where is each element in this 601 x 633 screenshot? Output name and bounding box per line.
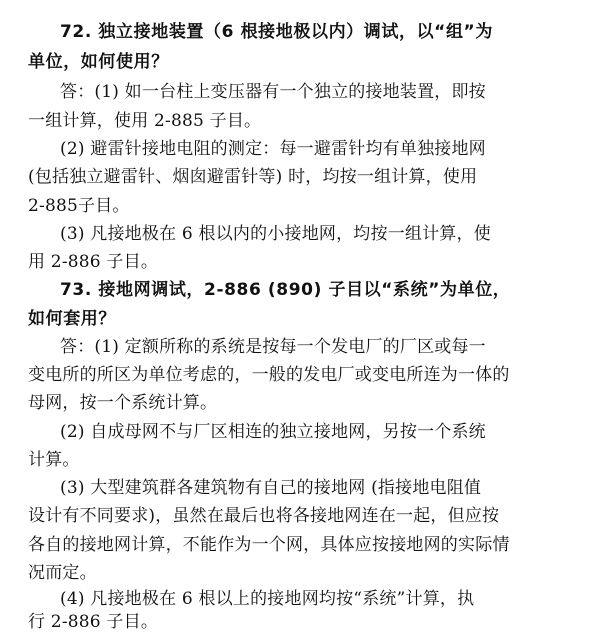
answer-72-para1-line2: 一组计算，使用 2-885 子目。 bbox=[28, 111, 262, 131]
answer-72-para2-line3: 2-885子目。 bbox=[28, 196, 130, 216]
answer-72-para1-line1: 答：(1) 如一台柱上变压器有一个独立的接地装置，即按 bbox=[60, 82, 486, 102]
answer-72-para3-line2: 用 2-886 子目。 bbox=[28, 252, 159, 272]
answer-73-para2-line1: (2) 自成母网不与厂区相连的独立接地网，另按一个系统 bbox=[60, 422, 486, 442]
answer-73-para3-line3: 各自的接地网计算，不能作为一个网，具体应按接地网的实际情 bbox=[28, 535, 510, 555]
question-73-title-line2: 如何套用？ bbox=[28, 309, 116, 329]
answer-73-para1-line3: 母网，按一个系统计算。 bbox=[28, 393, 218, 413]
answer-73-para1-line1: 答：(1) 定额所称的系统是按每一个发电厂的厂区或每一 bbox=[60, 337, 486, 357]
question-72-title-line2: 单位，如何使用？ bbox=[28, 52, 169, 72]
answer-73-para4-line2: 行 2-886 子目。 bbox=[28, 612, 159, 632]
question-72-title-line1: 72. 独立接地装置（6 根接地极以内）调试，以“组”为 bbox=[60, 22, 493, 42]
answer-72-para2-line1: (2) 避雷针接地电阻的测定：每一避雷针均有单独接地网 bbox=[60, 139, 486, 159]
answer-73-para3-line1: (3) 大型建筑群各建筑物有自己的接地网 (指接地电阻值 bbox=[60, 478, 482, 498]
answer-73-para3-line2: 设计有不同要求)，虽然在最后也将各接地网连在一起，但应按 bbox=[28, 506, 500, 526]
question-73-title-line1: 73. 接地网调试，2-886 (890) 子目以“系统”为单位， bbox=[60, 280, 511, 300]
answer-72-para2-line2: (包括独立避雷针、烟囱避雷针等) 时，均按一组计算，使用 bbox=[28, 167, 478, 187]
answer-73-para1-line2: 变电所的所区为单位考虑的，一般的发电厂或变电所连为一体的 bbox=[28, 365, 510, 385]
answer-73-para3-line4: 况而定。 bbox=[28, 563, 97, 583]
answer-73-para4-line1: (4) 凡接地极在 6 根以上的接地网均按“系统”计算，执 bbox=[60, 589, 475, 609]
answer-73-para2-line2: 计算。 bbox=[28, 450, 80, 470]
answer-72-para3-line1: (3) 凡接地极在 6 根以内的小接地网，均按一组计算，使 bbox=[60, 224, 491, 244]
